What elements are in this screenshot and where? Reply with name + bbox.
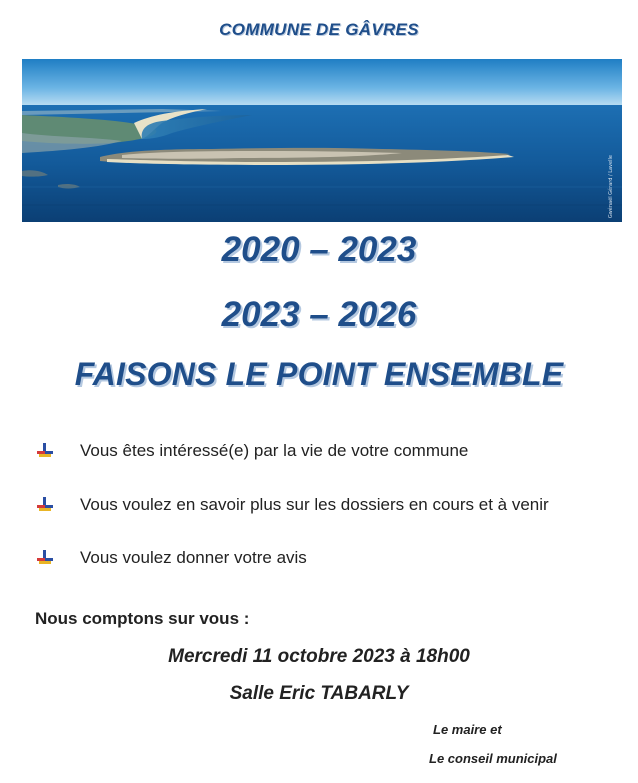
list-item [36,495,549,515]
signature-line-1: Le maire et [433,722,502,737]
signature-line-2: Le conseil municipal [429,751,557,766]
photo-credit: Gwénaël Gérard / Lavelle [608,154,614,218]
invitation-intro: Nous comptons sur vous : [35,609,250,628]
aerial-photo [22,59,622,222]
cross-bullet-icon [36,548,54,568]
bullet-text: Vous voulez donner votre avis [80,548,307,567]
cross-bullet-icon [36,441,54,461]
list-item [36,548,307,568]
headline-slogan: FAISONS LE POINT ENSEMBLE [74,356,564,392]
bullet-text: Vous êtes intéressé(e) par la vie de votre commune [80,441,469,460]
cross-bullet-icon [36,495,54,515]
list-item [36,441,468,461]
page-header-title: COMMUNE DE GÂVRES [219,20,419,39]
meeting-place: Salle Eric TABARLY [229,683,409,704]
period-2020-2023: 2020 – 2023 [221,230,417,269]
meeting-date: Mercredi 11 octobre 2023 à 18h00 [168,646,470,667]
period-2023-2026: 2023 – 2026 [221,295,417,334]
aerial-photo-illustration [22,59,622,222]
bullet-text: Vous voulez en savoir plus sur les dossiers en cours et à venir [80,495,549,514]
